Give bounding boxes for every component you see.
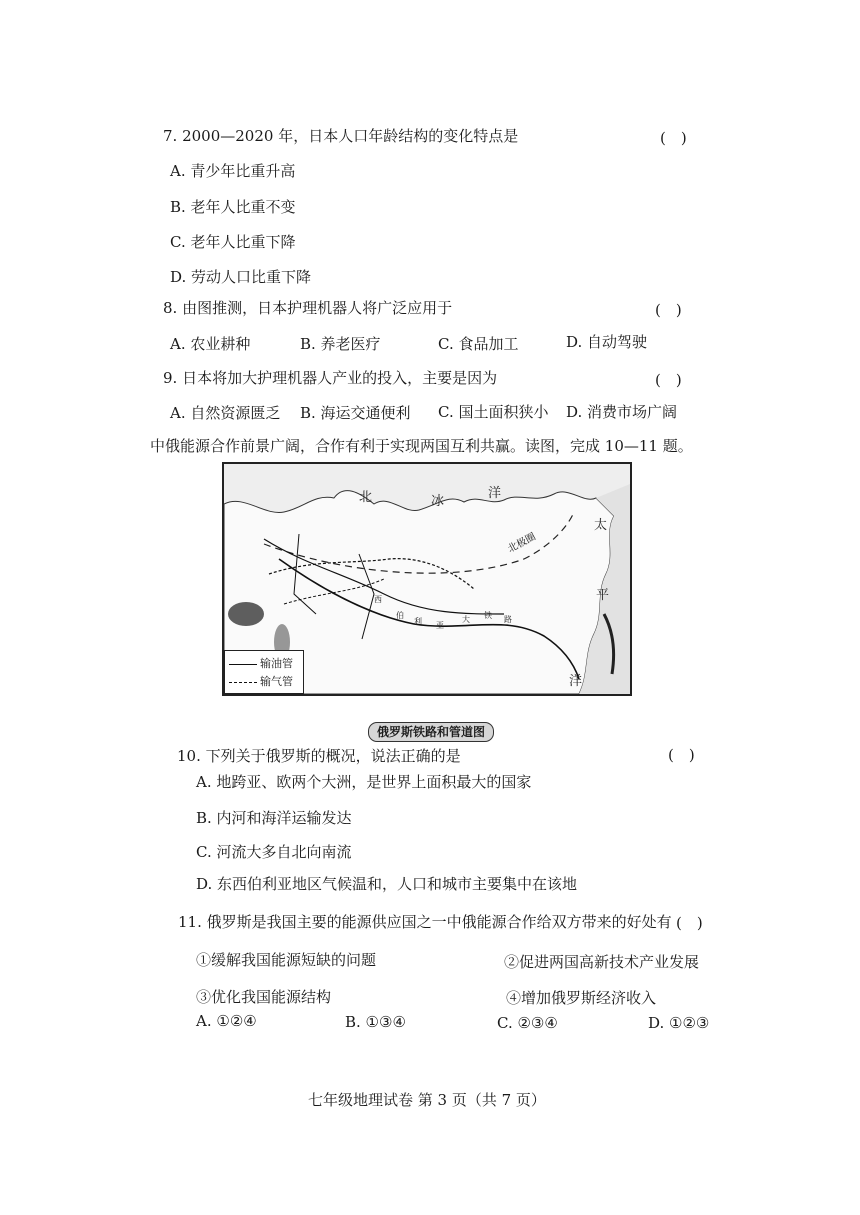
- q10-answer-paren: ( ): [668, 746, 695, 764]
- q9-option-b: B. 海运交通便利: [300, 404, 411, 422]
- q8-option-c: C. 食品加工: [438, 335, 519, 353]
- q9-option-a: A. 自然资源匮乏: [170, 404, 281, 422]
- black-sea: [228, 602, 264, 626]
- q11-item-4: ④增加俄罗斯经济收入: [506, 989, 657, 1007]
- q8-answer-paren: ( ): [655, 301, 682, 319]
- q10-option-b: B. 内河和海洋运输发达: [196, 809, 352, 827]
- q7-option-c: C. 老年人比重下降: [170, 233, 296, 251]
- oil-line-sample: [229, 664, 257, 665]
- q8-option-b: B. 养老医疗: [300, 335, 381, 353]
- pacific-label-2: 平: [596, 588, 610, 603]
- rail-char-7: 路: [504, 615, 512, 624]
- q7-option-b: B. 老年人比重不变: [170, 198, 296, 216]
- legend-oil: [229, 655, 293, 671]
- q11-item-2: ②促进两国高新技术产业发展: [504, 953, 700, 971]
- q9-option-c: C. 国土面积狭小: [438, 403, 549, 421]
- q8-option-a: A. 农业耕种: [170, 335, 251, 353]
- rail-char-6: 铁: [484, 611, 492, 620]
- pacific-label-1: 太: [594, 518, 608, 533]
- page-footer: 七年级地理试卷 第 3 页（共 7 页）: [308, 1091, 546, 1109]
- q10-option-c: C. 河流大多自北向南流: [196, 843, 352, 861]
- pacific-label-3: 洋: [569, 674, 583, 689]
- ocean-label-1: 北: [359, 490, 373, 505]
- q8-stem: 8. 由图推测，日本护理机器人将广泛应用于: [163, 299, 453, 317]
- q11-option-a: A. ①②④: [196, 1012, 257, 1030]
- q11-item-1: ①缓解我国能源短缺的问题: [196, 951, 377, 969]
- q9-answer-paren: ( ): [655, 371, 682, 389]
- q7-option-a: A. 青少年比重升高: [170, 162, 296, 180]
- q9-option-d: D. 消费市场广阔: [566, 403, 678, 421]
- q7-answer-paren: ( ): [660, 129, 687, 147]
- arctic-circle-label: 北极圈: [506, 531, 538, 556]
- ocean-label-3: 洋: [488, 486, 502, 501]
- rail-char-1: 西: [374, 595, 382, 604]
- ocean-label-2: 冰: [431, 494, 445, 509]
- legend-gas: [229, 673, 293, 689]
- q10-option-d: D. 东西伯利亚地区气候温和，人口和城市主要集中在该地: [196, 875, 578, 893]
- q11-option-b: B. ①③④: [345, 1013, 406, 1031]
- q10-option-a: A. 地跨亚、欧两个大洲，是世界上面积最大的国家: [196, 773, 532, 791]
- q11-option-c: C. ②③④: [497, 1014, 558, 1032]
- legend-gas-label: 输气管: [260, 675, 293, 688]
- rail-char-3: 利: [414, 617, 422, 626]
- map-caption: 俄罗斯铁路和管道图: [368, 722, 494, 742]
- q11-stem: 11. 俄罗斯是我国主要的能源供应国之一中俄能源合作给双方带来的好处有: [178, 913, 672, 931]
- legend-oil-label: 输油管: [260, 657, 293, 670]
- q9-stem: 9. 日本将加大护理机器人产业的投入，主要是因为: [163, 369, 498, 387]
- rail-char-2: 伯: [396, 611, 404, 620]
- rail-char-4: 亚: [436, 621, 444, 630]
- q11-option-d: D. ①②③: [648, 1014, 710, 1032]
- q11-answer-paren: ( ): [676, 914, 703, 932]
- rail-char-5: 大: [462, 615, 470, 624]
- q11-item-3: ③优化我国能源结构: [196, 988, 332, 1006]
- q7-option-d: D. 劳动人口比重下降: [170, 268, 312, 286]
- section-intro: 中俄能源合作前景广阔，合作有利于实现两国互利共赢。读图，完成 10—11 题。: [150, 437, 693, 455]
- russia-railway-pipeline-map: [222, 462, 632, 696]
- q10-stem: 10. 下列关于俄罗斯的概况，说法正确的是: [177, 747, 461, 765]
- q8-option-d: D. 自动驾驶: [566, 333, 648, 351]
- gas-line-sample: [229, 682, 257, 683]
- map-legend: [224, 650, 304, 694]
- q7-stem: 7. 2000—2020 年，日本人口年龄结构的变化特点是: [163, 127, 519, 145]
